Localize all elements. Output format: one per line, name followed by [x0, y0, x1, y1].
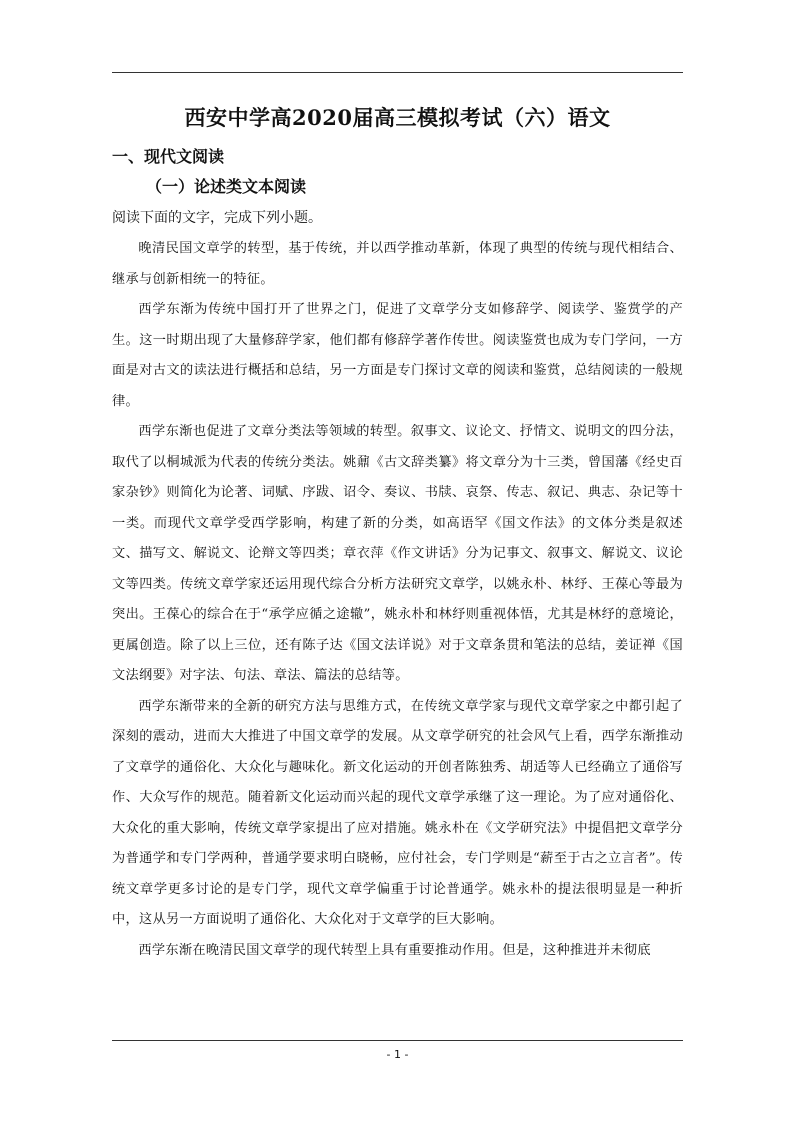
paragraph-3: 西学东渐也促进了文章分类法等领域的转型。叙事文、议论文、抒情文、说明文的四分法，取代了以桐城派为代表的传统分类法。姚鼐《古文辞类纂》将文章分为十三类，曾国藩《经史百家杂钞》则简化为论著、词赋、序跋、诏令、奏议、书牍、哀祭、传志、叙记、典志、杂记等十一类。而现代文章学受西学影响，构建了新的分类，如高语罕《国文作法》的文体分类是叙述文、描写文、解说文、论辩文等四类；章衣萍《作文讲话》分为记事文、叙事文、解说文、议论文等四类。传统文章学家还运用现代综合分析方法研究文章学，以姚永朴、林纾、王葆心等最为突出。王葆心的综合在于“承学应循之途辙”，姚永朴和林纾则重视体悟，尤其是林纾的意境论，更属创造。除了以上三位，还有陈子达《国文法详说》对于文章条贯和笔法的总结，姜证禅《国文法纲要》对字法、句法、章法、篇法的总结等。 [112, 424, 683, 683]
subsection-heading: （一）论述类文本阅读 [146, 177, 307, 196]
document-title: 西安中学高2020届高三模拟考试（六）语文 [184, 105, 611, 130]
section-heading: 一、现代文阅读 [112, 147, 225, 166]
paragraph-4: 西学东渐带来的全新的研究方法与思维方式，在传统文章学家与现代文章学家之中都引起了深刻的震动，进而大大推进了中国文章学的发展。从文章学研究的社会风气上看，西学东渐推动了文章学的通俗化、大众化与趣味化。新文化运动的开创者陈独秀、胡适等人已经确立了通俗写作、大众写作的规范。随着新文化运动而兴起的现代文章学承继了这一理论。为了应对通俗化、大众化的重大影响，传统文章学家提出了应对措施。姚永朴在《文学研究法》中提倡把文章学分为普通学和专门学两种，普通学要求明白晓畅，应付社会，专门学则是“薪至于古之立言者”。传统文章学更多讨论的是专门学，现代文章学偏重于讨论普通学。姚永朴的提法很明显是一种折中，这从另一方面说明了通俗化、大众化对于文章学的巨大影响。 [112, 698, 683, 927]
paragraph-2: 西学东渐为传统中国打开了世界之门，促进了文章学分支如修辞学、阅读学、鉴赏学的产生。这一时期出现了大量修辞学家，他们都有修辞学著作传世。阅读鉴赏也成为专门学问，一方面是对古文的读法进行概括和总结，另一方面是专门探讨文章的阅读和鉴赏，总结阅读的一般规律。 [112, 302, 683, 409]
header-rule [112, 72, 683, 73]
page-number: - 1 - [386, 1048, 409, 1061]
reading-instruction: 阅读下面的文字，完成下列小题。 [112, 210, 322, 226]
passage-body [112, 234, 683, 966]
footer-rule [112, 1040, 683, 1041]
paragraph-5: 西学东渐在晚清民国文章学的现代转型上具有重要推动作用。但是，这种推进并未彻底 [138, 942, 651, 958]
paragraph-1: 晚清民国文章学的转型，基于传统，并以西学推动革新，体现了典型的传统与现代相结合、继承与创新相统一的特征。 [112, 241, 683, 287]
